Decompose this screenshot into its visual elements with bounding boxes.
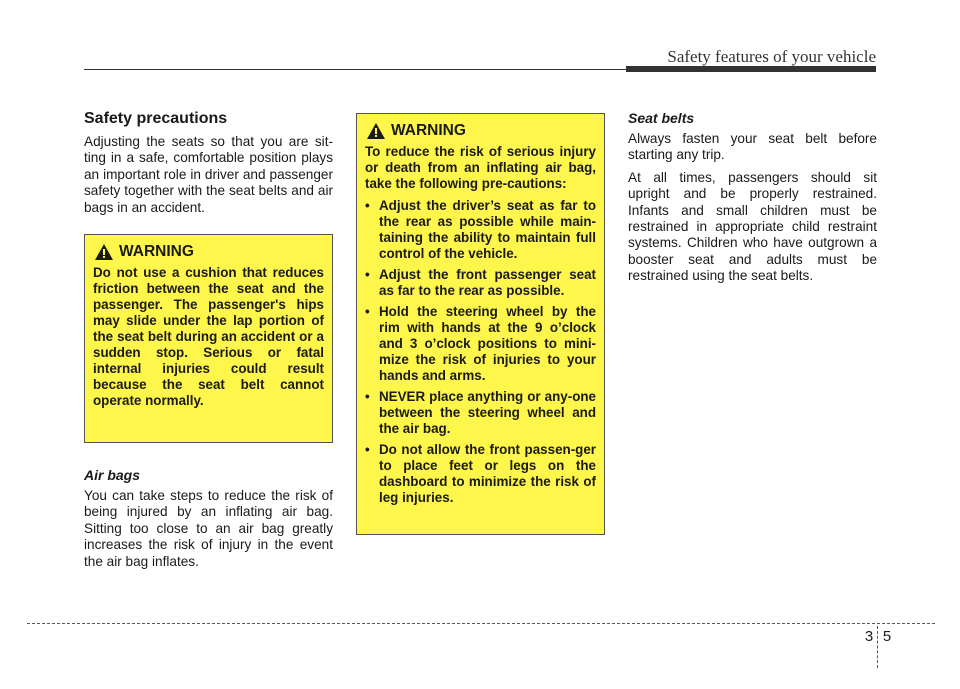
header-bar: [626, 66, 876, 72]
column-left: [84, 110, 333, 576]
airbags-title: Air bags: [84, 467, 141, 484]
page-number-value: 5: [882, 628, 892, 645]
header-title: Safety features of your vehicle: [667, 47, 876, 66]
warning-list-item: • Hold the steering wheel by the rim with hands at the 9 o’clock and 3 o’clock positions to mini-mize the risk of injuries to your hands and arms.: [365, 304, 596, 384]
intro-paragraph: Adjusting the seats so that you are sit-ting in a safe, comfortable position plays an important role in driver and passenger safety together with the seat belts and air bags in an accident.: [84, 134, 333, 215]
page-number: [860, 628, 896, 650]
warning-list-item: • Adjust the driver’s seat as far to the rear as possible while main-taining the ability to maintain full control of the vehicle.: [365, 198, 596, 262]
warning-box-airbag: [356, 113, 605, 535]
warning-list-item: • Adjust the front passenger seat as far to the rear as possible.: [365, 267, 596, 299]
column-middle: [356, 113, 605, 535]
warning-header: [93, 243, 324, 261]
warning-title: WARNING: [391, 122, 466, 139]
footer-rule: [27, 623, 935, 624]
warning-box-cushion: [84, 234, 333, 443]
warning-title: WARNING: [119, 243, 194, 261]
warning-intro: To reduce the risk of serious injury or death from an inflating air bag, take the following pre-cautions:: [365, 144, 596, 191]
warning-triangle-icon: [95, 244, 113, 260]
airbags-paragraph: You can take steps to reduce the risk of being injured by an inflating air bag. Sitting too close to an air bag greatly increases the risk of injury in the event the air bag inflates.: [84, 488, 333, 569]
column-right: [628, 110, 877, 291]
warning-header: [365, 122, 596, 140]
chapter-number: 3: [864, 628, 874, 645]
seatbelts-title: Seat belts: [628, 110, 695, 126]
warning-text: Do not use a cushion that reduces friction between the seat and the passenger. The passenger's hips may slide under the lap portion of the seat belt during an accident or a sudden stop. Serious or fatal internal injuries could result because the seat belt cannot operate normally.: [93, 265, 324, 409]
warning-triangle-icon: [367, 123, 385, 139]
seatbelts-paragraph: At all times, passengers should sit upright and be properly restrained. Infants and small children must be restrained in appropriate child restraint systems. Children who have outgrown a booster seat and adults must be restrained using the seat belts.: [628, 169, 877, 284]
warning-list: [365, 198, 596, 506]
warning-list-item: • Do not allow the front passen-ger to place feet or legs on the dashboard to minimize the risk of leg injuries.: [365, 442, 596, 506]
seatbelts-paragraph: Always fasten your seat belt before starting any trip.: [628, 131, 877, 163]
section-title: Safety precautions: [84, 110, 228, 127]
warning-list-item: • NEVER place anything or any-one between the steering wheel and the air bag.: [365, 389, 596, 437]
